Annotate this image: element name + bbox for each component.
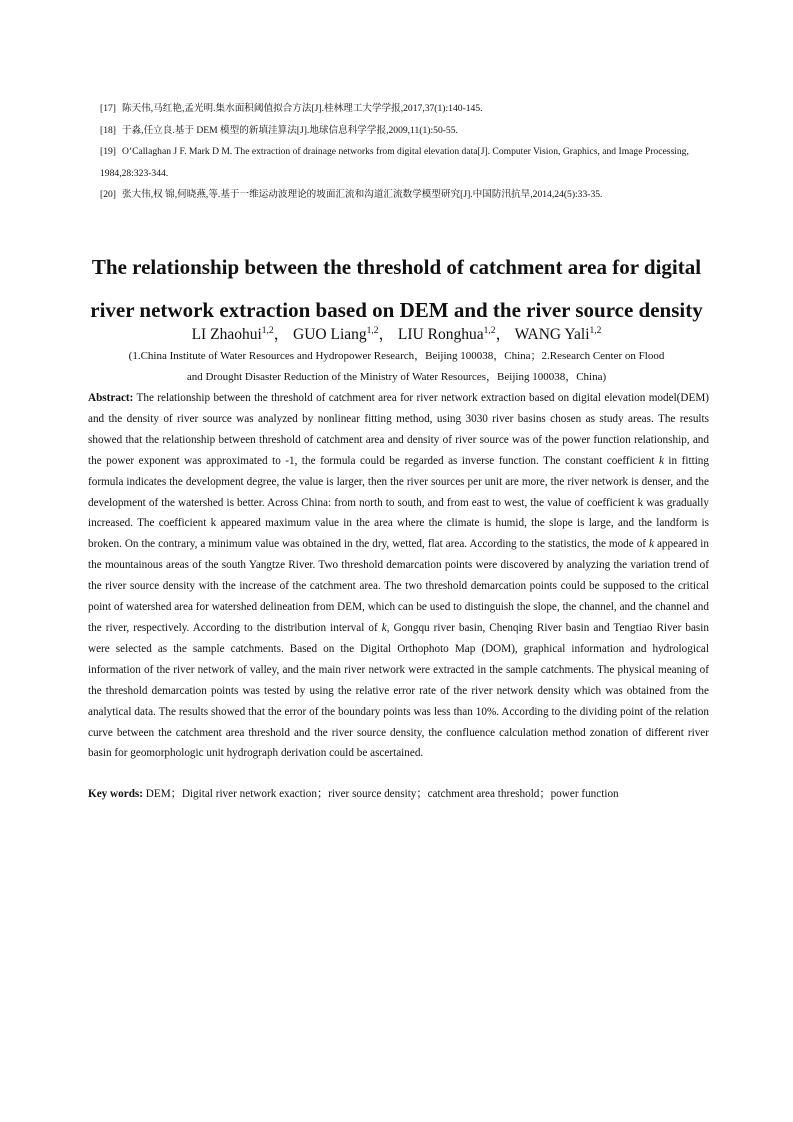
- author-affiliation-mark: 1,2: [483, 326, 496, 336]
- author-list: [60, 320, 733, 346]
- title-line-1: The relationship between the threshold of catchment area for digital: [91, 255, 702, 279]
- reference-17: [17] 陈天伟,马红艳,孟光明.集水面积阈值拟合方法[J].桂林理工大学学报,2017,37(1):140-145.: [100, 103, 483, 114]
- author-name: LIU Ronghua: [397, 326, 484, 344]
- abstract-text-2: in fitting formula indicates the development degree, the value is larger, then the river sources per unit are more, the river network is denser, and the development of the watershed is better. Across China: from north to south, and from east to west, the value of coefficient k was gradually increased. The coefficient k appeared maximum value in the area where the climate is humid, the slope is large, and the landform is broken. On the contrary, a minimum value was obtained in the dry, wetted, flat area. According to the statistics, the mode of: [88, 454, 709, 551]
- author-name: GUO Liang: [293, 326, 367, 344]
- keywords-text: DEM；Digital river network exaction；river source density；catchment area threshold；power function: [143, 788, 619, 800]
- affiliations: [60, 346, 733, 388]
- title-line-2: river network extraction based on DEM and the river source density: [90, 298, 703, 322]
- author-affiliation-mark: 1,2: [261, 326, 274, 336]
- author-affiliation-mark: 1,2: [589, 326, 602, 336]
- author-separator: ，: [273, 326, 290, 344]
- reference-list: [100, 98, 730, 206]
- affiliation-line-1: (1.China Institute of Water Resources and Hydropower Research，Beijing 100038，China；2.Research Center on Flood: [128, 350, 665, 362]
- abstract-text-1: The relationship between the threshold of catchment area for river network extraction based on digital elevation model(DEM) and the density of river source was analyzed by nonlinear fitting method, using 3030 river basins chosen as study areas. The results showed that the relationship between threshold of catchment area and density of river source was of the power function relationship, and the power exponent was approximated to -1, the formula could be regarded as inverse function. The constant coefficient: [88, 392, 709, 467]
- abstract-text-4: , Gongqu river basin, Chenqing River basin and Tengtiao River basin were selected as the sample catchments. Based on the Digital Orthophoto Map (DOM), graphical information and hydrological information of the river network of valley, and the main river network were extracted in the sample catchments. The physical meaning of the threshold demarcation points was tested by using the relative error rate of the river network density which was obtained from the analytical data. The results showed that the error of the boundary points was less than 10%. According to the dividing point of the relation curve between the catchment area threshold and the river source density, the confluence calculation method zonation of different river basin for geomorphologic unit hydrograph derivation could be ascertained.: [88, 621, 709, 760]
- reference-20: [20] 张大伟,权 锦,何晓燕,等.基于一维运动波理论的坡面汇流和沟道汇流数学模型研究[J].中国防汛抗旱,2014,24(5):33-35.: [100, 189, 603, 200]
- reference-18: [18] 于淼,任立良.基于 DEM 模型的新填洼算法[J].地球信息科学学报,2009,11(1):50-55.: [100, 124, 458, 136]
- keywords: [88, 784, 709, 804]
- abstract-label: Abstract:: [88, 392, 134, 404]
- abstract-k-symbol: k: [381, 621, 387, 634]
- reference-19-continued: 1984,28:323-344.: [100, 167, 169, 179]
- abstract-k-symbol: k: [649, 538, 654, 551]
- affiliation-line-2: and Drought Disaster Reduction of the Ministry of Water Resources，Beijing 100038，China): [186, 371, 607, 383]
- author-name: WANG Yali: [514, 326, 590, 344]
- author-name: LI Zhaohui: [191, 326, 262, 344]
- author-separator: ，: [495, 326, 511, 344]
- author-separator: ，: [378, 326, 395, 344]
- abstract: [88, 388, 709, 764]
- keywords-label: Key words:: [88, 788, 143, 800]
- abstract-k-symbol: k: [658, 454, 664, 467]
- author-affiliation-mark: 1,2: [366, 326, 379, 336]
- reference-19: [19] O’Callaghan J F. Mark D M. The extraction of drainage networks from digital elevation data[J]. Computer Vision, Graphics, and Image Processing,: [100, 146, 689, 157]
- abstract-text-3: appeared in the mountainous areas of the south Yangtze River. Two threshold demarcation points were discovered by analyzing the variation trend of the river source density with the increase of the catchment area. The two threshold demarcation points could be supposed to the critical point of watershed area for watershed delineation from DEM, which can be used to distinguish the slope, the channel, and the channel and the river, respectively. According to the distribution interval of: [88, 538, 710, 634]
